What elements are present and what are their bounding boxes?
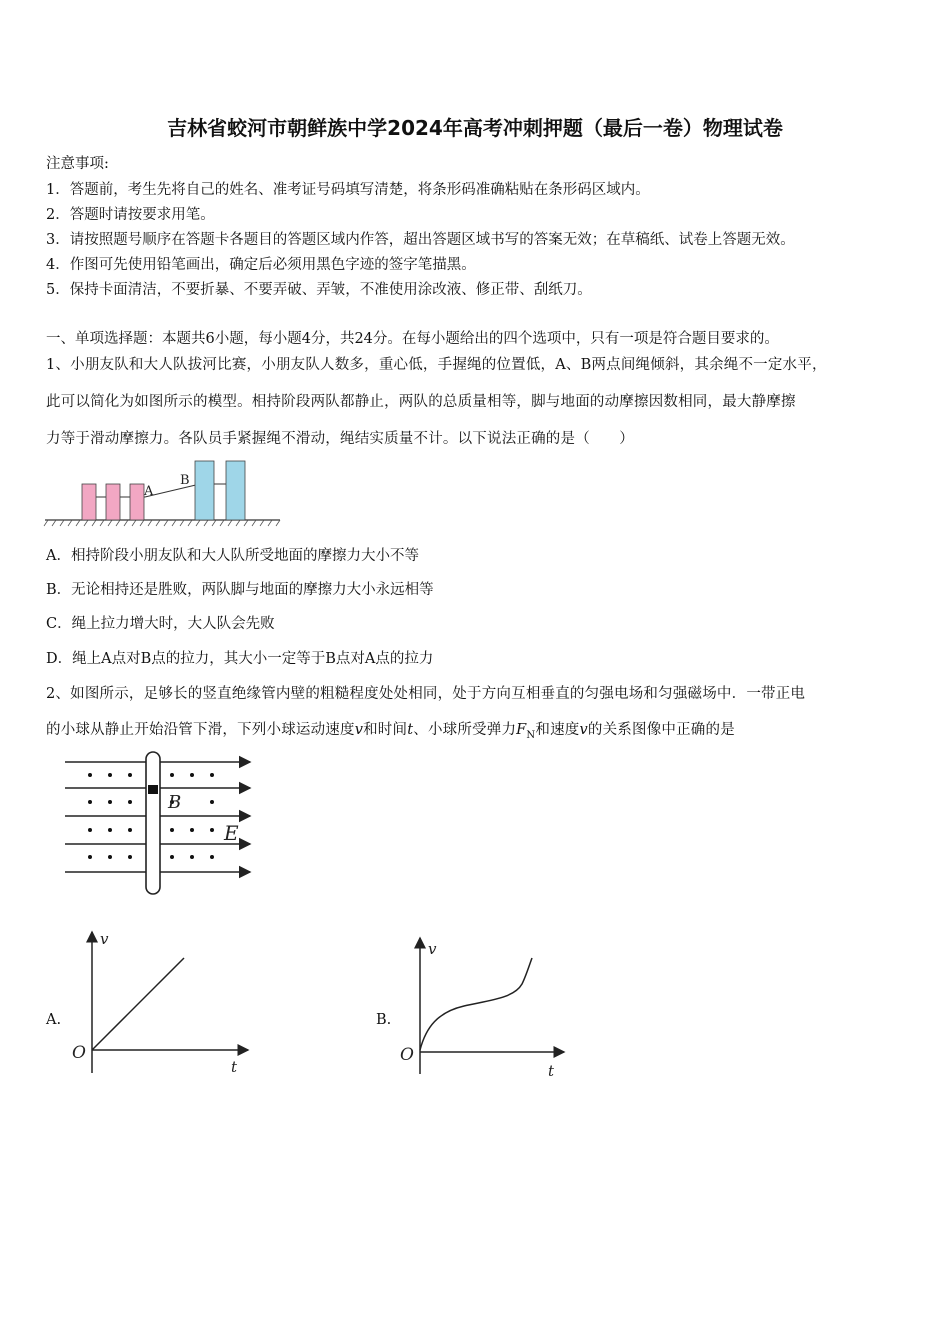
child-figure [82, 484, 96, 520]
graph-a [66, 928, 266, 1078]
notice-item: 1．答题前，考生先将自己的姓名、准考证号码填写清楚，将条形码准确粘贴在条形码区域内。 [46, 182, 650, 198]
q1-stem-line: 力等于滑动摩擦力。各队员手紧握绳不滑动，绳结实质量不计。以下说法正确的是（ ） [46, 431, 634, 447]
q2-stem-line: 的小球从静止开始沿管下滑，下列小球运动速度v和时间t、小球所受弹力$F_N$和速度v的关系图像中正确的是 [46, 722, 735, 741]
magnetic-field-label: B [168, 792, 182, 813]
notice-item: 3．请按照题号顺序在答题卡各题目的答题区域内作答，超出答题区域书写的答案无效；在草稿纸、试卷上答题无效。 [46, 232, 795, 248]
v-t-curve [92, 958, 184, 1050]
notice-item: 5．保持卡面清洁，不要折暴、不要弄破、弄皱，不准使用涂改液、修正带、刮纸刀。 [46, 282, 592, 298]
child-figure [106, 484, 120, 520]
charged-ball [148, 785, 158, 794]
point-b-label: B [180, 473, 190, 488]
origin-label: O [400, 1045, 414, 1065]
electric-field-label: E [224, 821, 239, 845]
q1-option-b: B．无论相持还是胜败，两队脚与地面的摩擦力大小永远相等 [46, 582, 434, 598]
adult-figure [195, 461, 214, 520]
graph-b [396, 932, 576, 1082]
q1-option-c: C．绳上拉力增大时，大人队会先败 [46, 616, 275, 632]
field-tube-figure [60, 750, 260, 900]
y-axis-label: v [100, 930, 109, 948]
q1-option-a: A．相持阶段小朋友队和大人队所受地面的摩擦力大小不等 [46, 548, 419, 564]
origin-label: O [72, 1043, 86, 1063]
adult-figure [226, 461, 245, 520]
notice-item: 4．作图可先使用铅笔画出，确定后必须用黑色字迹的签字笔描黑。 [46, 257, 476, 273]
point-a-label: A [144, 484, 154, 499]
page-title: 吉林省蛟河市朝鲜族中学2024年高考冲刺押题（最后一卷）物理试卷 [167, 116, 783, 140]
q1-option-d: D．绳上A点对B点的拉力，其大小一定等于B点对A点的拉力 [46, 651, 434, 667]
x-axis-label: t [548, 1062, 555, 1080]
insulating-tube [146, 752, 160, 894]
q1-stem-line: 此可以简化为如图所示的模型。相持阶段两队都静止，两队的总质量相等，脚与地面的动摩擦因数相同，最大静摩擦 [46, 394, 796, 410]
notice-heading: 注意事项: [46, 156, 109, 172]
v-t-curve [420, 958, 532, 1050]
notice-item: 2．答题时请按要求用笔。 [46, 207, 215, 223]
section-heading: 一、单项选择题：本题共6小题，每小题4分，共24分。在每小题给出的四个选项中，只有一项是符合题目要求的。 [46, 331, 779, 347]
tug-of-war-figure [40, 452, 290, 532]
q2-option-a-label: A. [46, 1012, 62, 1028]
y-axis-label: v [428, 940, 437, 958]
q1-stem-line: 1、小朋友队和大人队拔河比赛，小朋友队人数多，重心低，手握绳的位置低，A、B两点间绳倾斜，其余绳不一定水平， [46, 357, 827, 373]
child-figure [130, 484, 144, 520]
q2-option-b-label: B. [376, 1012, 392, 1028]
x-axis-label: t [231, 1058, 238, 1076]
q2-stem-line: 2、如图所示，足够长的竖直绝缘管内壁的粗糙程度处处相同，处于方向互相垂直的匀强电场和匀强磁场中．一带正电 [46, 686, 806, 702]
